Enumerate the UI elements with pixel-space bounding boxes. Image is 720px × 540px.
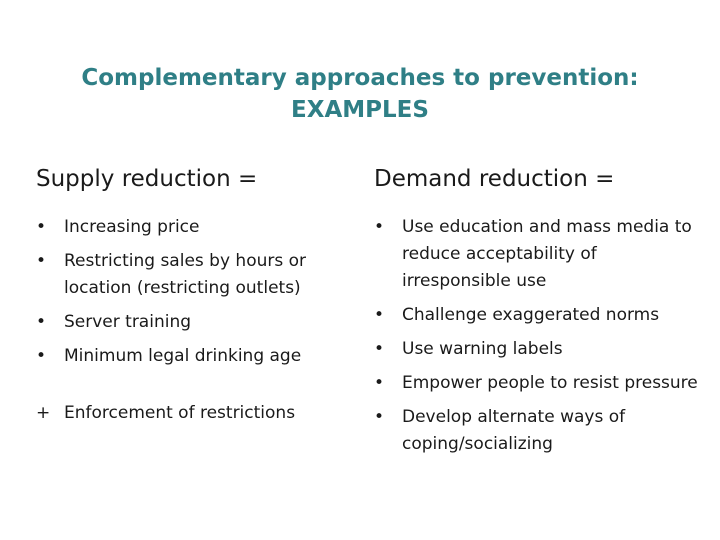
plus-icon: + — [36, 403, 51, 423]
list-item-text: Use warning labels — [402, 339, 563, 359]
bullet-icon: • — [374, 305, 385, 325]
bullet-icon: • — [374, 407, 385, 427]
bullet-icon: • — [374, 217, 385, 237]
supply-list — [36, 214, 356, 370]
list-item — [374, 302, 704, 329]
list-item-text: Challenge exaggerated norms — [402, 305, 660, 325]
demand-column — [374, 162, 704, 465]
list-item-text: Increasing price — [64, 217, 200, 237]
list-item — [374, 336, 704, 363]
list-item-text: Develop alternate ways of coping/socializing — [402, 407, 626, 454]
supply-heading: Supply reduction = — [36, 166, 258, 192]
list-item-text: Server training — [64, 312, 192, 332]
demand-heading: Demand reduction = — [374, 166, 615, 192]
list-item — [374, 404, 704, 458]
bullet-icon: • — [36, 217, 47, 237]
bullet-icon: • — [374, 339, 385, 359]
title-line-1: Complementary approaches to prevention: — [81, 65, 639, 91]
list-item — [36, 248, 356, 302]
demand-list — [374, 214, 704, 458]
supply-column — [36, 162, 356, 427]
list-item — [36, 214, 356, 241]
title-line-2: EXAMPLES — [291, 97, 429, 123]
bullet-icon: • — [36, 346, 47, 366]
extra-item — [36, 400, 356, 427]
extra-item-text: Enforcement of restrictions — [64, 403, 296, 423]
bullet-icon: • — [374, 373, 385, 393]
slide-title — [0, 62, 720, 126]
bullet-icon: • — [36, 251, 47, 271]
list-item-text: Empower people to resist pressure — [402, 373, 698, 393]
list-item — [36, 343, 356, 370]
list-item — [374, 214, 704, 295]
list-item — [374, 370, 704, 397]
list-item-text: Restricting sales by hours or location (restricting outlets) — [64, 251, 307, 298]
list-item-text: Minimum legal drinking age — [64, 346, 302, 366]
list-item-text: Use education and mass media to reduce acceptability of irresponsible use — [402, 217, 692, 291]
bullet-icon: • — [36, 312, 47, 332]
list-item — [36, 309, 356, 336]
